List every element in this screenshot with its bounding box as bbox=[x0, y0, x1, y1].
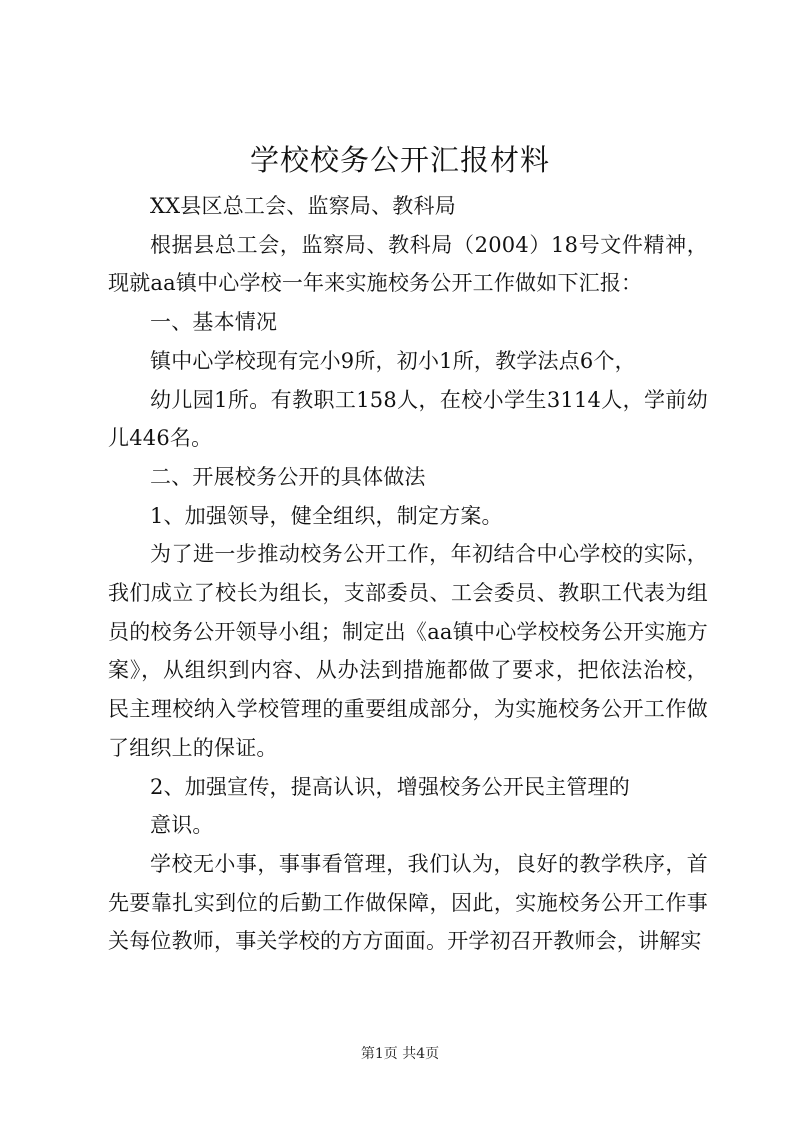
paragraph-leadership: 为了进一步推动校务公开工作，年初结合中心学校的实际，我们成立了校长为组长，支部委员、工会委员、教职工代表为组员的校务公开领导小组；制定出《aa镇中心学校校务公开实施方案》，从组织到内容、从办法到措施都做了要求，把依法治校，民主理校纳入学校管理的重要组成部分，为实施校务公开工作做了组织上的保证。 bbox=[108, 542, 708, 760]
heading-basic-situation: 一、基本情况 bbox=[150, 310, 278, 335]
subheading-leadership: 1、加强领导，健全组织，制定方案。 bbox=[150, 503, 503, 528]
document-title: 学校校务公开汇报材料 bbox=[249, 143, 550, 177]
paragraph-schools: 镇中心学校现有完小9所，初小1所，教学法点6个， bbox=[150, 348, 636, 373]
paragraph-recipient: XX县区总工会、监察局、教科局 bbox=[150, 194, 456, 218]
document-body bbox=[108, 187, 708, 961]
page-number-footer: 第1页 共4页 bbox=[360, 1046, 440, 1062]
heading-practices: 二、开展校务公开的具体做法 bbox=[150, 464, 426, 489]
subheading-publicity: 2、加强宣传，提高认识，增强校务公开民主管理的 bbox=[150, 774, 630, 799]
paragraph-logistics: 学校无小事，事事看管理，我们认为，良好的教学秩序，首先要靠扎实到位的后勤工作做保障，因此，实施校务公开工作事关每位教师，事关学校的方方面面。开学初召开教师会，讲解实 bbox=[108, 851, 708, 954]
paragraph-intro: 根据县总工会，监察局、教科局（2004）18号文件精神，现就aa镇中心学校一年来实施校务公开工作做如下汇报： bbox=[108, 232, 708, 296]
subheading-publicity-continued: 意识。 bbox=[150, 813, 214, 838]
paragraph-staff-students: 幼儿园1所。有教职工158人，在校小学生3114人，学前幼儿446名。 bbox=[108, 387, 708, 451]
